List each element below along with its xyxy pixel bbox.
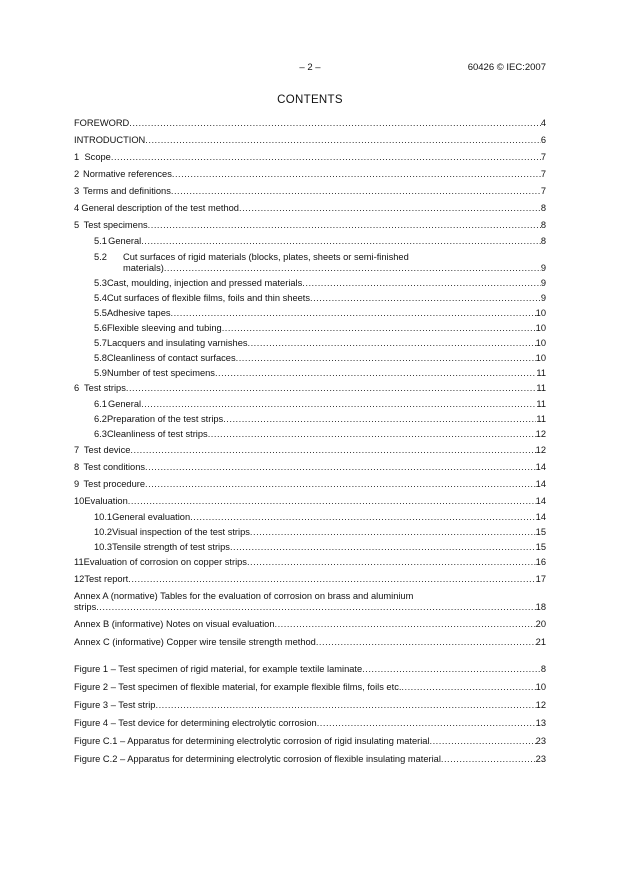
toc-entry-title: Terms and definitions <box>83 186 171 196</box>
dot-leader <box>250 527 536 538</box>
figure-entry-title: Figure 3 – Test strip <box>74 700 156 710</box>
toc-entry-number: 5.5 <box>94 308 107 318</box>
dot-leader <box>215 368 536 379</box>
dot-leader <box>310 293 541 304</box>
toc-entry-page: 8 <box>540 220 546 230</box>
figure-entry[interactable] <box>74 718 546 729</box>
toc-entry-title: Normative references <box>83 169 172 179</box>
toc-entry-title: General evaluation <box>112 512 191 522</box>
figure-entry-title: Figure 4 – Test device for determining electrolytic corrosion <box>74 718 317 728</box>
table-of-contents <box>74 118 546 765</box>
figure-entry[interactable] <box>74 754 546 765</box>
toc-entry-title: FOREWORD <box>74 118 130 128</box>
toc-entry-title: Test specimens <box>83 220 148 230</box>
figure-entry-page: 23 <box>535 754 546 764</box>
toc-entry-number: 1 <box>74 152 80 162</box>
toc-entry-page: 11 <box>536 383 546 393</box>
dot-leader <box>441 754 536 765</box>
dot-leader <box>141 399 536 410</box>
toc-entry[interactable] <box>74 574 546 585</box>
toc-entry-title: Cast, moulding, injection and pressed materials <box>106 278 303 288</box>
toc-entry-title: Tensile strength of test strips <box>112 542 230 552</box>
toc-entry-page: 11 <box>536 368 546 378</box>
dot-leader <box>302 278 541 289</box>
toc-entry-number: 5 <box>74 220 80 230</box>
toc-entry-page: 16 <box>535 557 546 567</box>
figure-entry[interactable] <box>74 682 546 693</box>
toc-entry-title: Scope <box>84 152 111 162</box>
toc-entry-line <box>74 591 546 602</box>
toc-entry-page: 12 <box>535 429 546 439</box>
toc-entry[interactable] <box>74 236 546 247</box>
dot-leader <box>145 135 541 146</box>
dot-leader <box>126 383 536 394</box>
figure-entry-page: 13 <box>535 718 546 728</box>
toc-entry-page: 7 <box>540 152 546 162</box>
toc-entry-title: Number of test specimens <box>106 368 215 378</box>
toc-entry-page: 9 <box>540 278 546 288</box>
toc-entry[interactable] <box>74 203 546 214</box>
toc-entry[interactable] <box>74 353 546 364</box>
toc-entry-number: 5.9 <box>94 368 107 378</box>
figure-entry[interactable] <box>74 664 546 675</box>
toc-entry-title-cont: materials) <box>123 263 164 273</box>
figure-entry-page: 10 <box>535 682 546 692</box>
toc-entry-line <box>74 602 546 613</box>
toc-entry[interactable] <box>74 557 546 568</box>
toc-entry-page: 10 <box>535 353 546 363</box>
toc-entry-page: 14 <box>535 512 546 522</box>
dot-leader <box>128 574 535 585</box>
toc-entry-page: 9 <box>540 293 546 303</box>
dot-leader <box>430 736 536 747</box>
toc-entry-title: General <box>108 236 142 246</box>
toc-entry[interactable] <box>74 445 546 456</box>
toc-entry-page: 18 <box>535 602 546 612</box>
toc-entry-line <box>94 252 546 263</box>
toc-entry-number: 6.3 <box>94 429 107 439</box>
toc-entry-title: Cleanliness of contact surfaces <box>106 353 236 363</box>
toc-entry[interactable] <box>74 542 546 553</box>
toc-entry-number: 8 <box>74 462 80 472</box>
dot-leader <box>208 429 536 440</box>
toc-entry-title: Adhesive tapes <box>106 308 171 318</box>
figure-entry-page: 23 <box>535 736 546 746</box>
toc-entry-page: 11 <box>536 399 546 409</box>
toc-entry-title: Cut surfaces of rigid materials (blocks, plates, sheets or semi-finished <box>123 252 409 262</box>
toc-entry-page: 7 <box>540 169 546 179</box>
toc-entry-title: Cleanliness of test strips <box>106 429 208 439</box>
dot-leader <box>248 338 536 349</box>
toc-entry[interactable] <box>74 293 546 304</box>
toc-entry-page: 10 <box>535 338 546 348</box>
toc-entry-title: Flexible sleeving and tubing <box>106 323 222 333</box>
dot-leader <box>164 263 541 274</box>
toc-entry[interactable] <box>74 512 546 523</box>
toc-entry-page: 11 <box>536 414 546 424</box>
toc-entry-page: 20 <box>535 619 546 629</box>
toc-entry-title: Test strips <box>84 383 126 393</box>
standard-reference: 60426 © IEC:2007 <box>467 62 546 73</box>
toc-entry-title: Lacquers and insulating varnishes <box>106 338 248 348</box>
toc-entry-number: 12 <box>74 574 85 584</box>
toc-entry[interactable] <box>74 429 546 440</box>
toc-entry-title: Test report <box>84 574 129 584</box>
toc-entry-title-cont: strips <box>74 602 97 612</box>
dot-leader <box>171 308 536 319</box>
toc-entry[interactable] <box>74 619 546 630</box>
toc-entry-number: 5.8 <box>94 353 107 363</box>
dot-leader <box>171 186 541 197</box>
toc-entry-page: 14 <box>535 462 546 472</box>
figure-entry-page: 12 <box>535 700 546 710</box>
toc-entry-number: 3 <box>74 186 80 196</box>
dot-leader <box>190 512 536 523</box>
toc-entry[interactable] <box>74 414 546 425</box>
toc-entry-page: 14 <box>535 479 546 489</box>
toc-entry-page: 4 <box>540 118 546 128</box>
dot-leader <box>230 542 536 553</box>
dot-leader <box>223 414 536 425</box>
toc-entry-title: Test conditions <box>83 462 146 472</box>
toc-entry[interactable] <box>74 308 546 319</box>
toc-entry[interactable] <box>74 338 546 349</box>
toc-entry-number: 5.7 <box>94 338 107 348</box>
toc-entry-title: Test procedure <box>83 479 146 489</box>
toc-entry-page: 15 <box>535 527 546 537</box>
toc-entry-page: 17 <box>535 574 546 584</box>
toc-entry[interactable] <box>74 479 546 490</box>
toc-entry-page: 21 <box>535 637 546 647</box>
figure-entry-title: Figure 1 – Test specimen of rigid material, for example textile laminate <box>74 664 363 674</box>
toc-entry-number: 10 <box>74 496 85 506</box>
toc-entry[interactable] <box>74 462 546 473</box>
dot-leader <box>130 445 535 456</box>
toc-entry-title: Preparation of the test strips <box>106 414 224 424</box>
toc-entry-number: 4 <box>74 203 80 213</box>
dot-leader <box>128 496 536 507</box>
toc-entry[interactable] <box>74 278 546 289</box>
toc-entry-number: 10.2 <box>94 527 113 537</box>
toc-entry-title: Cut surfaces of flexible films, foils and thin sheets <box>106 293 311 303</box>
toc-entry-number: 5.2 <box>94 252 107 262</box>
page-number: – 2 – <box>299 62 321 73</box>
dot-leader <box>316 637 536 648</box>
toc-entry-title: Annex A (normative) Tables for the evaluation of corrosion on brass and aluminium <box>74 591 414 601</box>
figure-entry[interactable] <box>74 736 546 747</box>
toc-entry-number: 2 <box>74 169 80 179</box>
figure-entry-title: Figure 2 – Test specimen of flexible material, for example flexible films, foils etc. <box>74 682 402 692</box>
toc-entry-title: General description of the test method <box>81 203 239 213</box>
toc-entry-page: 6 <box>540 135 546 145</box>
toc-entry-page: 15 <box>535 542 546 552</box>
toc-entry-number: 5.1 <box>94 236 107 246</box>
dot-leader <box>236 353 536 364</box>
dot-leader <box>111 152 541 163</box>
toc-entry[interactable] <box>74 135 546 146</box>
toc-entry-page: 12 <box>535 445 546 455</box>
toc-entry[interactable] <box>74 496 546 507</box>
toc-entry-title: Evaluation of corrosion on copper strips <box>83 557 247 567</box>
dot-leader <box>362 664 541 675</box>
toc-entry[interactable] <box>74 368 546 379</box>
dot-leader <box>247 557 536 568</box>
toc-entry-page: 10 <box>535 308 546 318</box>
dot-leader <box>145 479 536 490</box>
toc-entry[interactable] <box>74 383 546 394</box>
dot-leader <box>155 700 535 711</box>
toc-entry-number: 5.6 <box>94 323 107 333</box>
dot-leader <box>317 718 536 729</box>
toc-entry[interactable] <box>74 152 546 163</box>
dot-leader <box>172 169 541 180</box>
toc-entry[interactable] <box>74 527 546 538</box>
dot-leader <box>141 236 541 247</box>
toc-entry-page: 14 <box>535 496 546 506</box>
toc-entry-title: Annex B (informative) Notes on visual evaluation <box>74 619 275 629</box>
dot-leader <box>222 323 536 334</box>
toc-entry-number: 10.1 <box>94 512 113 522</box>
toc-entry[interactable] <box>74 220 546 231</box>
dot-leader <box>148 220 541 231</box>
figure-entry-page: 8 <box>540 664 546 674</box>
toc-entry[interactable] <box>74 252 546 274</box>
toc-entry-number: 9 <box>74 479 80 489</box>
dot-leader <box>275 619 536 630</box>
toc-entry-title: Visual inspection of the test strips <box>112 527 250 537</box>
toc-entry-page: 8 <box>540 236 546 246</box>
toc-entry[interactable] <box>74 637 546 648</box>
toc-entry-number: 5.4 <box>94 293 107 303</box>
toc-entry[interactable] <box>74 323 546 334</box>
toc-entry[interactable] <box>74 118 546 129</box>
toc-entry-number: 10.3 <box>94 542 113 552</box>
toc-entry[interactable] <box>74 591 546 613</box>
toc-entry-page: 10 <box>535 323 546 333</box>
dot-leader <box>401 682 535 693</box>
toc-entry-title: Test device <box>83 445 131 455</box>
toc-entry-line <box>94 263 546 274</box>
toc-entry[interactable] <box>74 399 546 410</box>
figure-entry[interactable] <box>74 700 546 711</box>
figure-entry-title: Figure C.1 – Apparatus for determining electrolytic corrosion of rigid insulating material <box>74 736 430 746</box>
toc-entry-title: Evaluation <box>84 496 128 506</box>
toc-entry[interactable] <box>74 169 546 180</box>
dot-leader <box>239 203 541 214</box>
toc-entry-number: 11 <box>74 557 84 567</box>
contents-title: CONTENTS <box>277 94 343 106</box>
figure-entry-title: Figure C.2 – Apparatus for determining electrolytic corrosion of flexible insulating material <box>74 754 441 764</box>
dot-leader <box>145 462 536 473</box>
toc-entry-number: 6.1 <box>94 399 107 409</box>
toc-entry[interactable] <box>74 186 546 197</box>
dot-leader <box>129 118 541 129</box>
toc-entry-number: 6 <box>74 383 80 393</box>
toc-entry-page: 8 <box>540 203 546 213</box>
toc-entry-number: 7 <box>74 445 80 455</box>
toc-entry-page: 9 <box>540 263 546 273</box>
toc-entry-title: General <box>107 399 142 409</box>
toc-entry-number: 6.2 <box>94 414 107 424</box>
toc-entry-title: Annex C (informative) Copper wire tensile strength method <box>74 637 316 647</box>
toc-entry-title: INTRODUCTION <box>74 135 146 145</box>
toc-entry-page: 7 <box>540 186 546 196</box>
toc-entry-number: 5.3 <box>94 278 107 288</box>
dot-leader <box>96 602 535 613</box>
